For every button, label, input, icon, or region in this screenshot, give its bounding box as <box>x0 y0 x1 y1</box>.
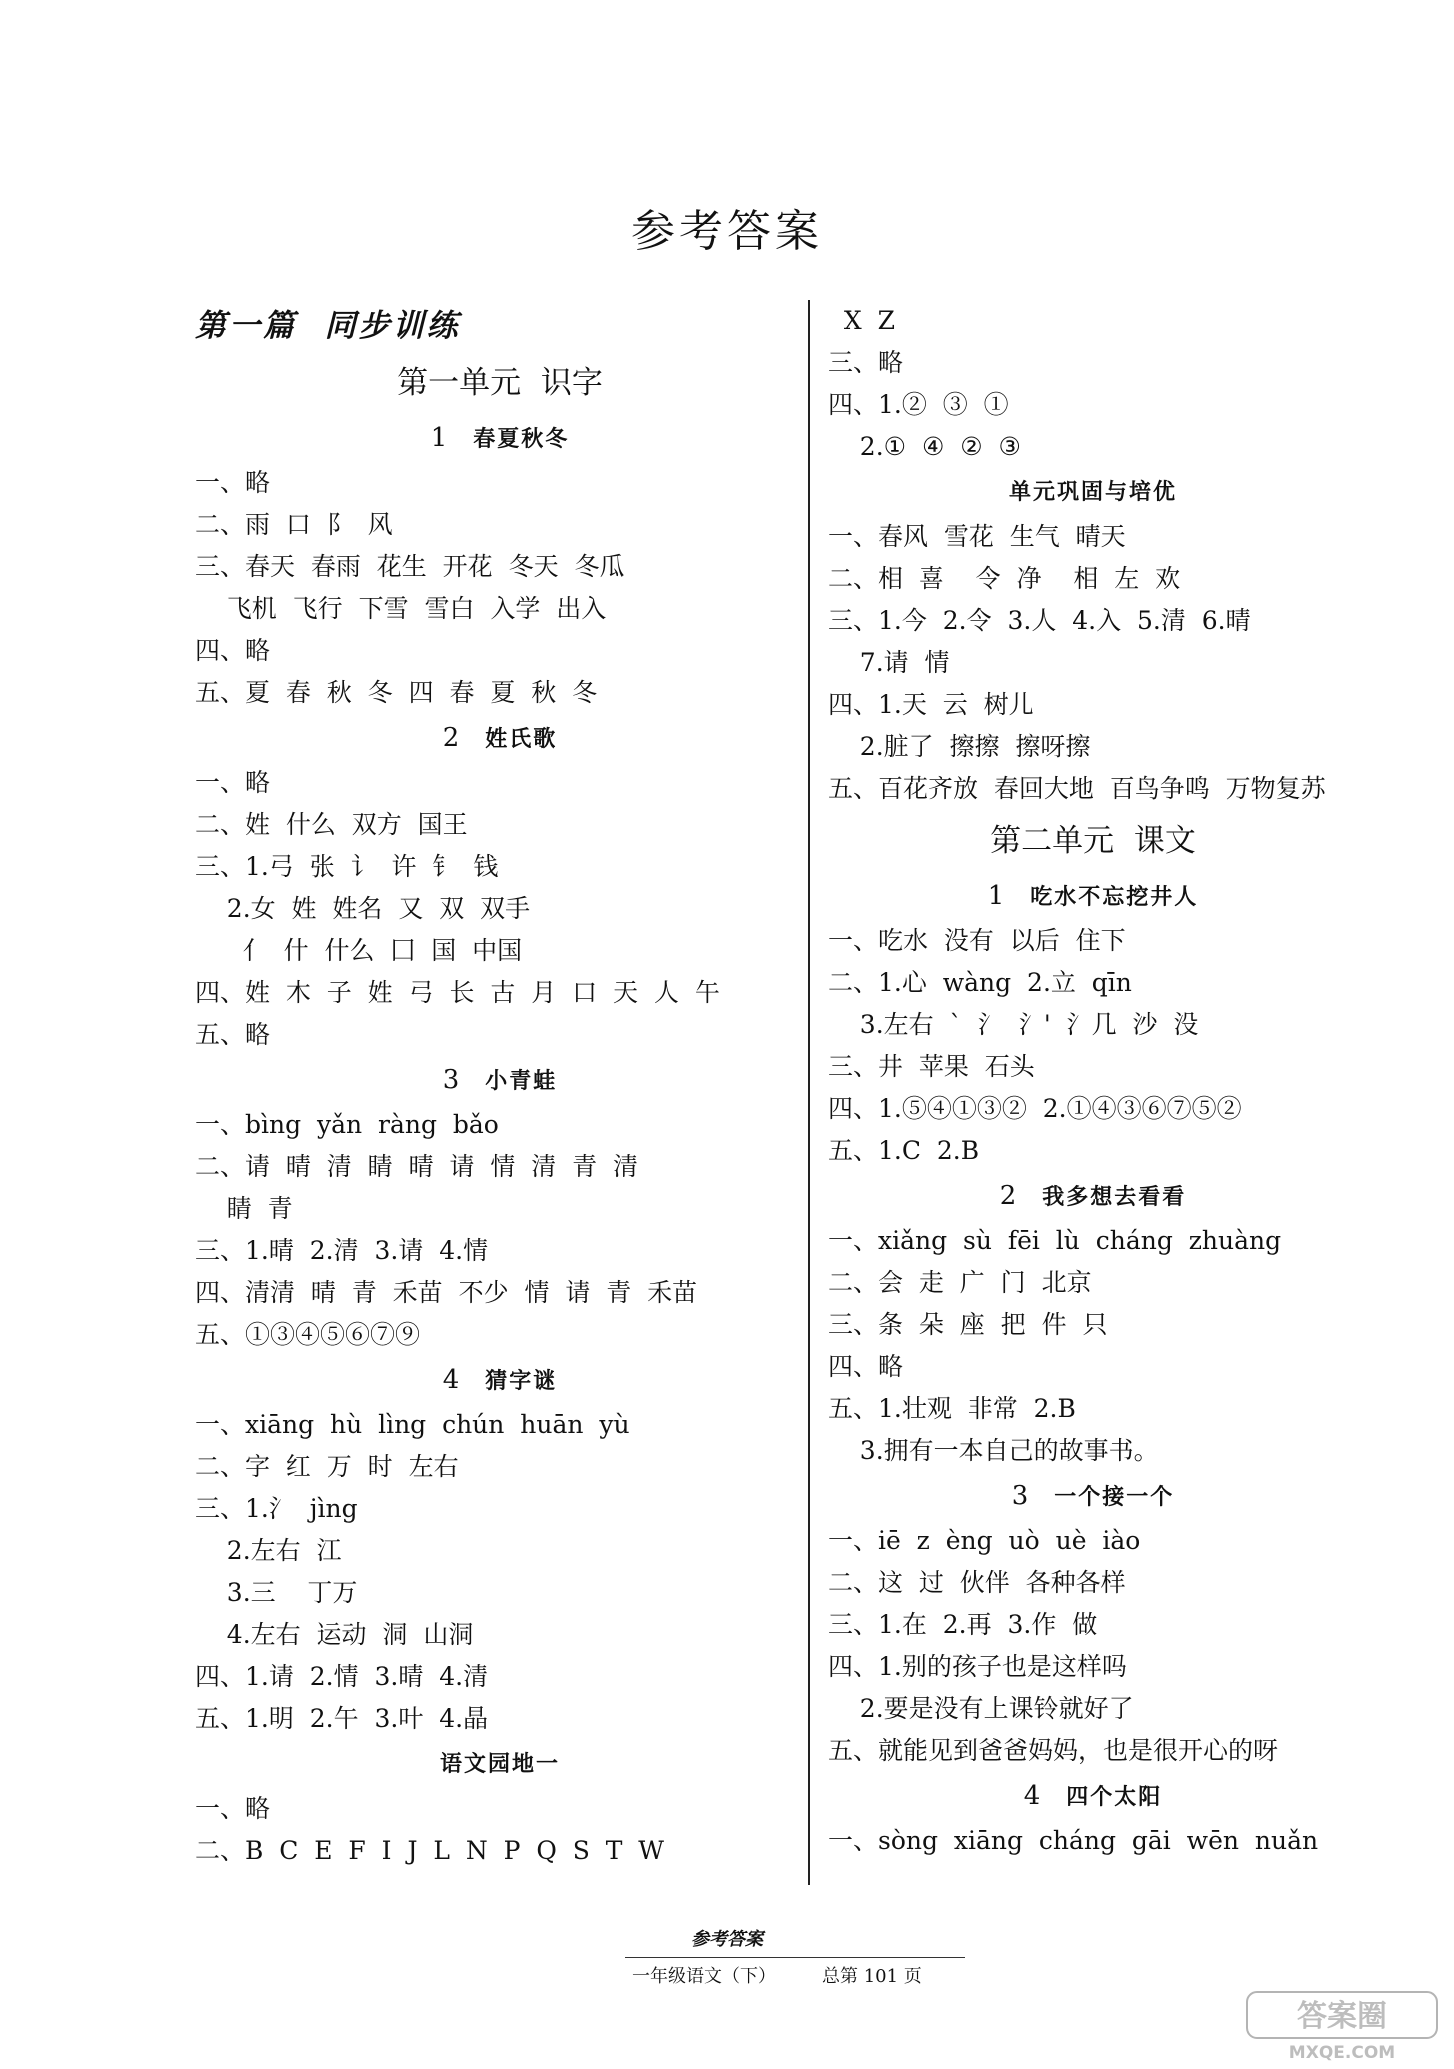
answer-line: 五、1.壮观 非常 2.B <box>828 1394 1076 1423</box>
unit-heading: 第一单元 识字 <box>397 365 603 401</box>
answer-line: 三、1.弓 张 讠 许 钅 钱 <box>195 852 499 881</box>
answer-line: 亻 什 什么 囗 国 中国 <box>195 936 523 965</box>
lesson-heading <box>195 1740 805 1788</box>
answer-line: 睛 青 <box>195 1194 293 1223</box>
answer-line: 四、略 <box>195 636 271 665</box>
answer-line: 四、1.别的孩子也是这样吗 <box>828 1652 1127 1681</box>
answer-line: 4.左右 运动 洞 山洞 <box>195 1620 474 1649</box>
lesson-heading <box>828 1172 1358 1220</box>
answer-line: 一、春风 雪花 生气 晴天 <box>828 522 1126 551</box>
footer-page-number: 总第 101 页 <box>822 1966 922 1987</box>
left-column-content <box>195 352 805 1872</box>
answer-line: 二、雨 口 阝 风 <box>195 510 393 539</box>
watermark-graphic <box>1245 1990 1440 2062</box>
answer-line: 二、B C E F I J L N P Q S T W <box>195 1836 665 1865</box>
right-column-content <box>828 300 1358 1862</box>
page-title: 参考答案 <box>631 206 823 257</box>
answer-line: 二、相 喜 令 净 相 左 欢 <box>828 564 1181 593</box>
answer-line: 一、iē z èng uò uè iào <box>828 1526 1141 1555</box>
lesson-title: 春夏秋冬 <box>473 426 570 452</box>
answer-line: 一、sòng xiāng cháng gāi wēn nuǎn <box>828 1826 1319 1855</box>
left-column <box>195 300 805 1872</box>
lesson-number: 1 <box>430 423 448 453</box>
lesson-number: 3 <box>442 1065 460 1095</box>
lesson-heading <box>195 414 805 462</box>
answer-line: 五、夏 春 秋 冬 四 春 夏 秋 冬 <box>195 678 598 707</box>
answer-line: 四、1.⑤④①③② 2.①④③⑥⑦⑤② <box>828 1094 1242 1123</box>
watermark-text: 答案圈 <box>1297 1999 1387 2034</box>
lesson-number: 2 <box>999 1181 1017 1211</box>
answer-line: 3.三 丁万 <box>195 1578 358 1607</box>
answer-line: 2.女 姓 姓名 又 双 双手 <box>195 894 531 923</box>
lesson-heading <box>828 872 1358 920</box>
answer-line: 四、姓 木 子 姓 弓 长 古 月 口 天 人 午 <box>195 978 720 1007</box>
lesson-title: 四个太阳 <box>1066 1784 1163 1810</box>
lesson-title: 语文园地一 <box>439 1751 560 1777</box>
answer-line: 四、略 <box>828 1352 904 1381</box>
answer-line: 飞机 飞行 下雪 雪白 入学 出入 <box>195 594 607 623</box>
answer-line: 三、春天 春雨 花生 开花 冬天 冬瓜 <box>195 552 625 581</box>
answer-line: 7.请 情 <box>828 648 950 677</box>
answer-line: 四、1.② ③ ① <box>828 390 1009 419</box>
lesson-heading <box>828 1472 1358 1520</box>
answer-line: 五、略 <box>195 1020 271 1049</box>
answer-line: 一、略 <box>195 1794 271 1823</box>
answer-line: 3.拥有一本自己的故事书。 <box>828 1436 1159 1465</box>
answer-line: 2.① ④ ② ③ <box>828 432 1021 461</box>
answer-line: 一、略 <box>195 768 271 797</box>
lesson-number: 4 <box>442 1365 460 1395</box>
lesson-title: 单元巩固与培优 <box>1008 479 1177 505</box>
answer-line: 二、字 红 万 时 左右 <box>195 1452 459 1481</box>
answer-line: 三、1.今 2.令 3.人 4.入 5.清 6.晴 <box>828 606 1251 635</box>
answer-line: 二、这 过 伙伴 各种各样 <box>828 1568 1126 1597</box>
answer-line: 四、1.请 2.情 3.晴 4.清 <box>195 1662 489 1691</box>
answer-line: 2.要是没有上课铃就好了 <box>828 1694 1134 1723</box>
lesson-number: 4 <box>1023 1781 1041 1811</box>
answer-line: 二、1.心 wàng 2.立 qīn <box>828 968 1132 997</box>
answer-line: 2.左右 江 <box>195 1536 342 1565</box>
lesson-number: 3 <box>1011 1481 1029 1511</box>
footer-title: 参考答案 <box>691 1929 763 1950</box>
answer-line: 三、略 <box>828 348 904 377</box>
answer-line: 一、吃水 没有 以后 住下 <box>828 926 1126 955</box>
part-heading: 第一篇 同步训练 <box>195 308 461 344</box>
lesson-title: 姓氏歌 <box>485 726 558 752</box>
lesson-title: 一个接一个 <box>1054 1484 1175 1510</box>
answer-line: 二、姓 什么 双方 国王 <box>195 810 468 839</box>
answer-line: 四、清清 晴 青 禾苗 不少 情 请 青 禾苗 <box>195 1278 698 1307</box>
answer-line: 五、百花齐放 春回大地 百鸟争鸣 万物复苏 <box>828 774 1326 803</box>
answer-line: 四、1.天 云 树儿 <box>828 690 1034 719</box>
answer-line: 2.脏了 擦擦 擦呀擦 <box>828 732 1091 761</box>
watermark-url: MXQE.COM <box>1288 2043 1396 2062</box>
answer-line: 五、1.C 2.B <box>828 1136 980 1165</box>
footer-grade: 一年级语文（下） <box>632 1966 776 1987</box>
answer-line: 三、条 朵 座 把 件 只 <box>828 1310 1108 1339</box>
answer-line: 三、1.氵 jìng <box>195 1494 358 1523</box>
lesson-heading <box>195 714 805 762</box>
answer-line: 三、1.在 2.再 3.作 做 <box>828 1610 1098 1639</box>
answer-line: 一、bìng yǎn ràng bǎo <box>195 1110 499 1139</box>
footer-rule <box>625 1957 965 1958</box>
right-column <box>828 300 1358 1862</box>
lesson-heading <box>195 1356 805 1404</box>
watermark-logo <box>1245 1990 1440 2062</box>
column-divider <box>808 300 810 1885</box>
answer-line: 五、①③④⑤⑥⑦⑨ <box>195 1320 421 1349</box>
answer-line: 三、井 苹果 石头 <box>828 1052 1035 1081</box>
answer-line: 一、xiǎng sù fēi lù cháng zhuàng <box>828 1226 1282 1255</box>
answer-line: 一、略 <box>195 468 271 497</box>
lesson-heading <box>828 1772 1358 1820</box>
answer-line: 一、xiāng hù lìng chún huān yù <box>195 1410 630 1439</box>
answer-line: 二、会 走 广 门 北京 <box>828 1268 1092 1297</box>
lesson-heading <box>195 1056 805 1104</box>
lesson-title: 我多想去看看 <box>1042 1184 1187 1210</box>
lesson-title: 吃水不忘挖井人 <box>1030 884 1199 910</box>
answer-line: 二、请 晴 清 睛 晴 请 情 清 青 清 <box>195 1152 639 1181</box>
answer-line: X Z <box>828 306 895 335</box>
lesson-heading <box>828 468 1358 516</box>
answer-line: 三、1.晴 2.清 3.请 4.情 <box>195 1236 489 1265</box>
lesson-title: 猜字谜 <box>485 1368 558 1394</box>
answer-line: 五、就能见到爸爸妈妈，也是很开心的呀 <box>828 1736 1279 1765</box>
lesson-number: 2 <box>442 723 460 753</box>
unit-heading: 第二单元 课文 <box>990 823 1196 859</box>
answer-line: 五、1.明 2.午 3.叶 4.晶 <box>195 1704 489 1733</box>
lesson-title: 小青蛙 <box>485 1068 558 1094</box>
lesson-number: 1 <box>987 881 1005 911</box>
answer-line: 3.左右 ˋ 氵 氵' 氵几 沙 没 <box>828 1010 1199 1039</box>
